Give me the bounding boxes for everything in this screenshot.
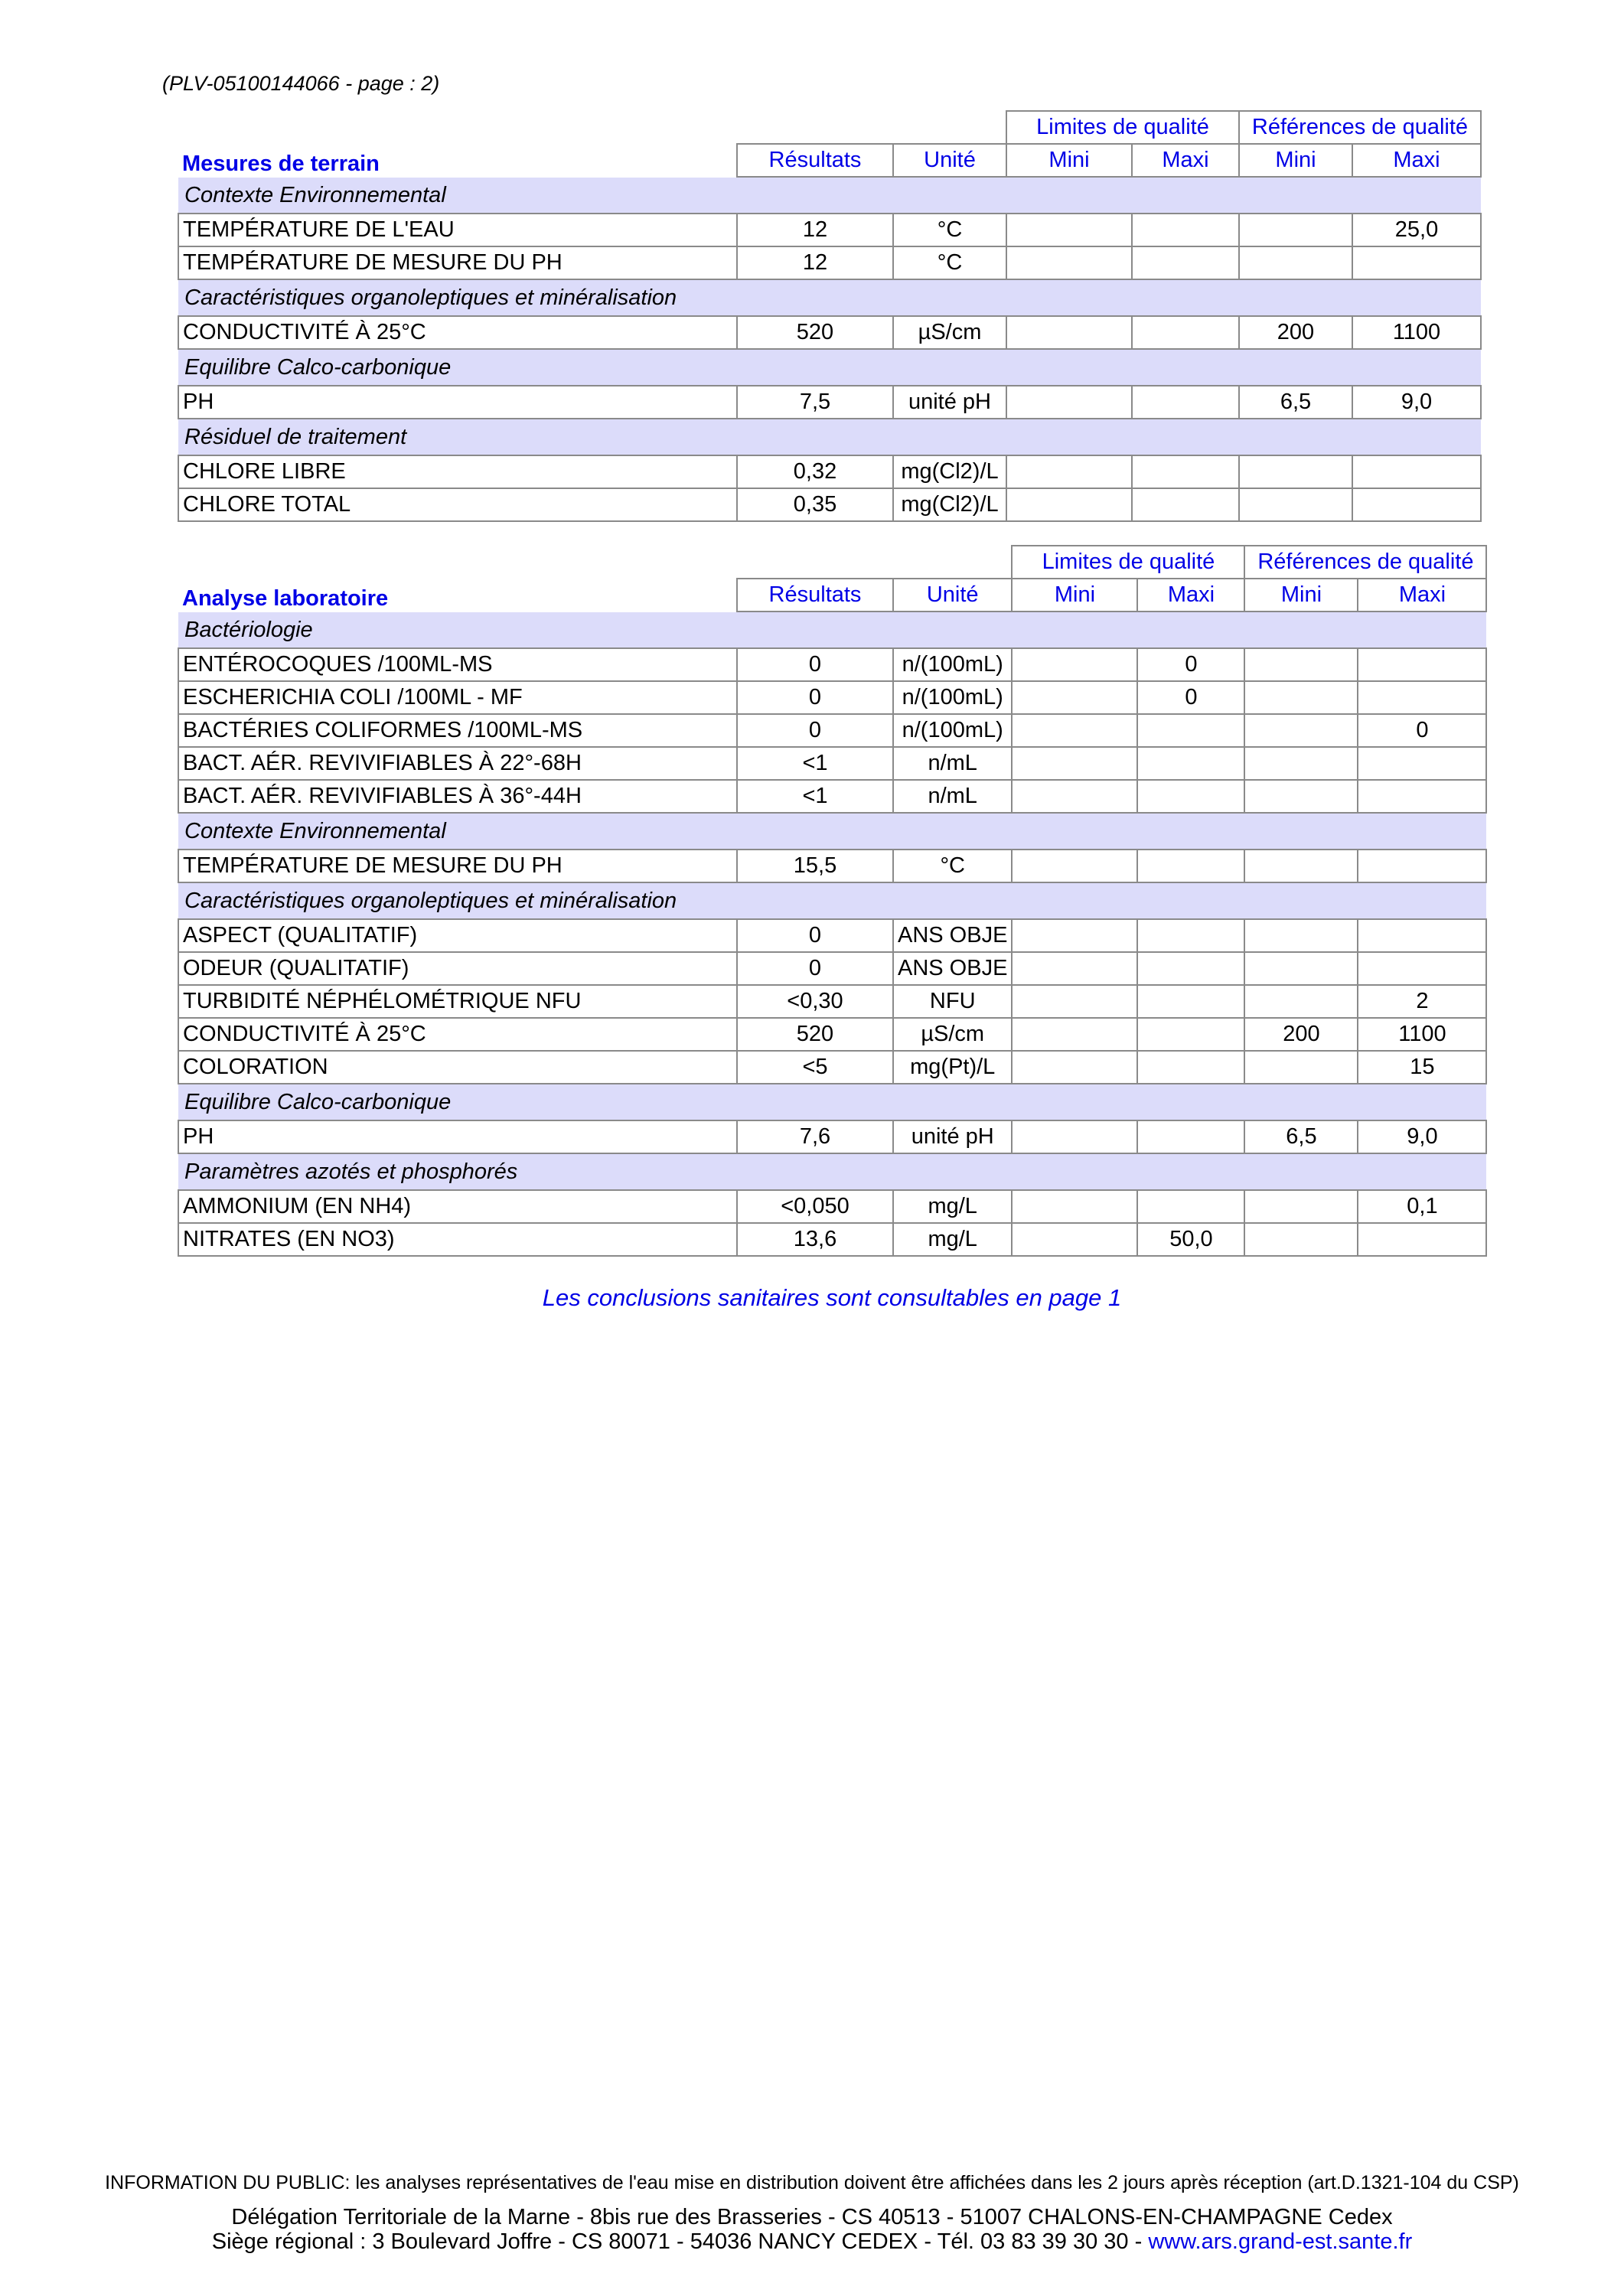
cell-results: 15,5 (737, 850, 893, 882)
cell-ref-mini (1244, 952, 1358, 985)
limits-quality-header: Limites de qualité (1012, 546, 1244, 579)
cell-limit-maxi (1137, 747, 1244, 780)
table-row (178, 1018, 1486, 1051)
cell-limit-maxi (1132, 386, 1239, 419)
table-row (178, 780, 1486, 813)
cell-results: <5 (737, 1051, 893, 1084)
cell-ref-mini (1239, 488, 1352, 521)
cell-unit: µS/cm (893, 1018, 1012, 1051)
cell-unit: n/(100mL) (893, 714, 1012, 747)
cell-limit-mini (1006, 386, 1132, 419)
cell-limit-maxi: 0 (1137, 648, 1244, 681)
cell-limit-mini (1006, 455, 1132, 488)
cell-unit: µS/cm (893, 316, 1006, 349)
category-row (178, 813, 1486, 850)
category-row (178, 419, 1481, 455)
parameter-name: CHLORE LIBRE (178, 455, 737, 488)
parameter-name: ASPECT (QUALITATIF) (178, 919, 737, 952)
table-row (178, 985, 1486, 1018)
cell-limit-maxi (1137, 714, 1244, 747)
cell-results: 0 (737, 952, 893, 985)
category-label: Caractéristiques organoleptiques et minéralisation (178, 279, 1481, 316)
cell-ref-maxi: 9,0 (1352, 386, 1481, 419)
cell-results: 12 (737, 246, 893, 279)
cell-limit-mini (1012, 850, 1137, 882)
cell-ref-maxi: 15 (1358, 1051, 1486, 1084)
cell-ref-mini (1244, 714, 1358, 747)
cell-ref-maxi (1358, 648, 1486, 681)
page-reference: (PLV-05100144066 - page : 2) (162, 72, 440, 95)
header-spacer (178, 546, 1012, 579)
parameter-name: PH (178, 386, 737, 419)
parameter-name: CONDUCTIVITÉ À 25°C (178, 316, 737, 349)
cell-limit-maxi (1137, 780, 1244, 813)
cell-ref-mini (1244, 919, 1358, 952)
column-header-limit-mini: Mini (1012, 579, 1137, 612)
cell-limit-maxi: 50,0 (1137, 1223, 1244, 1256)
cell-ref-maxi (1358, 681, 1486, 714)
table-row (178, 386, 1481, 419)
cell-limit-maxi (1137, 1018, 1244, 1051)
cell-ref-mini (1244, 780, 1358, 813)
category-row (178, 1153, 1486, 1190)
cell-unit: n/mL (893, 747, 1012, 780)
cell-results: 13,6 (737, 1223, 893, 1256)
column-group-header-row (178, 111, 1481, 144)
column-header-limit-mini: Mini (1006, 144, 1132, 177)
cell-limit-maxi: 0 (1137, 681, 1244, 714)
cell-limit-maxi (1132, 316, 1239, 349)
cell-results: <0,050 (737, 1190, 893, 1223)
cell-limit-maxi (1132, 455, 1239, 488)
cell-ref-mini (1239, 214, 1352, 246)
cell-limit-mini (1012, 1190, 1137, 1223)
table-row (178, 714, 1486, 747)
column-header-ref-maxi: Maxi (1358, 579, 1486, 612)
cell-unit: unité pH (893, 1120, 1012, 1153)
table-row (178, 214, 1481, 246)
cell-ref-maxi (1352, 488, 1481, 521)
cell-limit-mini (1012, 714, 1137, 747)
cell-ref-mini (1244, 1223, 1358, 1256)
cell-unit: NFU (893, 985, 1012, 1018)
column-header-ref-maxi: Maxi (1352, 144, 1481, 177)
category-label: Caractéristiques organoleptiques et minéralisation (178, 882, 1486, 919)
cell-results: 0 (737, 919, 893, 952)
column-header-row (178, 144, 1481, 177)
cell-ref-maxi: 0,1 (1358, 1190, 1486, 1223)
cell-ref-maxi: 1100 (1352, 316, 1481, 349)
cell-ref-mini (1244, 985, 1358, 1018)
table-row (178, 648, 1486, 681)
cell-unit: mg(Pt)/L (893, 1051, 1012, 1084)
cell-results: 0,35 (737, 488, 893, 521)
cell-unit: n/(100mL) (893, 681, 1012, 714)
column-header-ref-mini: Mini (1244, 579, 1358, 612)
cell-results: 520 (737, 316, 893, 349)
headquarters-address-text: Siège régional : 3 Boulevard Joffre - CS 80071 - 54036 NANCY CEDEX - Tél. 03 83 39 30 30 - (211, 2229, 1149, 2254)
website-link[interactable]: www.ars.grand-est.sante.fr (1148, 2229, 1413, 2254)
parameter-name: BACT. AÉR. REVIVIFIABLES À 22°-68H (178, 747, 737, 780)
table-row (178, 455, 1481, 488)
cell-ref-mini (1244, 681, 1358, 714)
cell-limit-mini (1012, 1120, 1137, 1153)
cell-limit-mini (1012, 952, 1137, 985)
cell-results: <1 (737, 747, 893, 780)
cell-unit: n/mL (893, 780, 1012, 813)
parameter-name: BACT. AÉR. REVIVIFIABLES À 36°-44H (178, 780, 737, 813)
category-label: Equilibre Calco-carbonique (178, 1084, 1486, 1120)
column-header-results: Résultats (737, 579, 893, 612)
cell-ref-maxi (1358, 1223, 1486, 1256)
table-row (178, 850, 1486, 882)
table-row (178, 1051, 1486, 1084)
column-header-results: Résultats (737, 144, 893, 177)
headquarters-address (0, 2229, 1624, 2255)
category-label: Paramètres azotés et phosphorés (178, 1153, 1486, 1190)
cell-limit-maxi (1137, 1190, 1244, 1223)
cell-unit: °C (893, 850, 1012, 882)
public-information-notice: INFORMATION DU PUBLIC: les analyses représentatives de l'eau mise en distribution doivent être affichées dans les 2 jours après réception (art.D.1321-104 du CSP) (105, 2172, 1519, 2193)
cell-ref-mini: 6,5 (1244, 1120, 1358, 1153)
column-header-unit: Unité (893, 579, 1012, 612)
cell-ref-mini: 200 (1239, 316, 1352, 349)
cell-ref-mini: 6,5 (1239, 386, 1352, 419)
parameter-name: TURBIDITÉ NÉPHÉLOMÉTRIQUE NFU (178, 985, 737, 1018)
cell-results: 7,6 (737, 1120, 893, 1153)
cell-ref-maxi: 0 (1358, 714, 1486, 747)
cell-limit-mini (1012, 1223, 1137, 1256)
cell-unit: ANS OBJE (893, 952, 1012, 985)
references-quality-header: Références de qualité (1239, 111, 1481, 144)
parameter-name: CONDUCTIVITÉ À 25°C (178, 1018, 737, 1051)
column-header-limit-maxi: Maxi (1137, 579, 1244, 612)
cell-limit-mini (1006, 488, 1132, 521)
cell-unit: °C (893, 246, 1006, 279)
column-header-limit-maxi: Maxi (1132, 144, 1239, 177)
category-label: Résiduel de traitement (178, 419, 1481, 455)
cell-limit-mini (1006, 214, 1132, 246)
cell-ref-maxi (1358, 747, 1486, 780)
cell-unit: °C (893, 214, 1006, 246)
column-group-header-row (178, 546, 1486, 579)
cell-limit-maxi (1137, 1120, 1244, 1153)
cell-ref-maxi: 25,0 (1352, 214, 1481, 246)
cell-ref-maxi: 2 (1358, 985, 1486, 1018)
parameter-name: ENTÉROCOQUES /100ML-MS (178, 648, 737, 681)
table-row (178, 246, 1481, 279)
category-row (178, 349, 1481, 386)
cell-limit-mini (1012, 985, 1137, 1018)
category-row (178, 279, 1481, 316)
category-label: Contexte Environnemental (178, 177, 1481, 214)
section-title: Analyse laboratoire (182, 586, 389, 611)
cell-ref-maxi: 1100 (1358, 1018, 1486, 1051)
parameter-name: TEMPÉRATURE DE MESURE DU PH (178, 246, 737, 279)
cell-limit-mini (1006, 246, 1132, 279)
cell-ref-maxi (1352, 455, 1481, 488)
parameter-name: NITRATES (EN NO3) (178, 1223, 737, 1256)
cell-limit-maxi (1132, 488, 1239, 521)
cell-results: 0,32 (737, 455, 893, 488)
cell-ref-mini (1244, 850, 1358, 882)
cell-ref-maxi (1358, 780, 1486, 813)
cell-results: 0 (737, 714, 893, 747)
cell-unit: mg/L (893, 1223, 1012, 1256)
parameter-name: ESCHERICHIA COLI /100ML - MF (178, 681, 737, 714)
parameter-name: COLORATION (178, 1051, 737, 1084)
cell-limit-maxi (1137, 952, 1244, 985)
cell-ref-mini (1244, 747, 1358, 780)
table-row (178, 1120, 1486, 1153)
table-row (178, 1190, 1486, 1223)
lab-analysis-table (178, 545, 1487, 1257)
sanitary-conclusion-note: Les conclusions sanitaires sont consultables en page 1 (542, 1284, 1122, 1311)
cell-ref-mini (1244, 1051, 1358, 1084)
cell-limit-mini (1006, 316, 1132, 349)
cell-results: 12 (737, 214, 893, 246)
table-row (178, 747, 1486, 780)
column-header-ref-mini: Mini (1239, 144, 1352, 177)
parameter-name: TEMPÉRATURE DE MESURE DU PH (178, 850, 737, 882)
cell-results: <1 (737, 780, 893, 813)
table-row (178, 952, 1486, 985)
cell-results: 0 (737, 681, 893, 714)
cell-unit: mg/L (893, 1190, 1012, 1223)
cell-results: 520 (737, 1018, 893, 1051)
header-spacer (178, 111, 1006, 144)
table-row (178, 681, 1486, 714)
cell-limit-mini (1012, 747, 1137, 780)
parameter-name: TEMPÉRATURE DE L'EAU (178, 214, 737, 246)
cell-limit-maxi (1132, 246, 1239, 279)
category-row (178, 882, 1486, 919)
section-title: Mesures de terrain (182, 152, 380, 176)
cell-ref-maxi (1358, 850, 1486, 882)
parameter-name: BACTÉRIES COLIFORMES /100ML-MS (178, 714, 737, 747)
field-measures-table (178, 110, 1482, 522)
table-row (178, 316, 1481, 349)
cell-limit-maxi (1137, 919, 1244, 952)
cell-limit-maxi (1137, 850, 1244, 882)
parameter-name: AMMONIUM (EN NH4) (178, 1190, 737, 1223)
cell-ref-maxi (1358, 952, 1486, 985)
cell-results: 0 (737, 648, 893, 681)
cell-unit: mg(Cl2)/L (893, 488, 1006, 521)
column-header-unit: Unité (893, 144, 1006, 177)
cell-unit: n/(100mL) (893, 648, 1012, 681)
parameter-name: ODEUR (QUALITATIF) (178, 952, 737, 985)
cell-ref-mini (1239, 246, 1352, 279)
table-row (178, 488, 1481, 521)
cell-limit-mini (1012, 1018, 1137, 1051)
cell-ref-mini (1239, 455, 1352, 488)
category-label: Bactériologie (178, 612, 1486, 648)
cell-limit-mini (1012, 780, 1137, 813)
cell-limit-mini (1012, 1051, 1137, 1084)
category-label: Equilibre Calco-carbonique (178, 349, 1481, 386)
delegation-address: Délégation Territoriale de la Marne - 8bis rue des Brasseries - CS 40513 - 51007 CHALONS-EN-CHAMPAGNE Cedex (231, 2205, 1393, 2229)
column-header-row (178, 579, 1486, 612)
cell-limit-mini (1012, 648, 1137, 681)
cell-unit: ANS OBJE (893, 919, 1012, 952)
cell-limit-maxi (1137, 1051, 1244, 1084)
cell-ref-maxi (1352, 246, 1481, 279)
cell-ref-maxi: 9,0 (1358, 1120, 1486, 1153)
references-quality-header: Références de qualité (1244, 546, 1486, 579)
category-row (178, 177, 1481, 214)
cell-ref-maxi (1358, 919, 1486, 952)
cell-ref-mini (1244, 648, 1358, 681)
cell-limit-mini (1012, 681, 1137, 714)
cell-ref-mini (1244, 1190, 1358, 1223)
category-label: Contexte Environnemental (178, 813, 1486, 850)
table-row (178, 1223, 1486, 1256)
cell-limit-maxi (1132, 214, 1239, 246)
limits-quality-header: Limites de qualité (1006, 111, 1239, 144)
category-row (178, 612, 1486, 648)
cell-unit: mg(Cl2)/L (893, 455, 1006, 488)
table-row (178, 919, 1486, 952)
parameter-name: CHLORE TOTAL (178, 488, 737, 521)
category-row (178, 1084, 1486, 1120)
cell-limit-maxi (1137, 985, 1244, 1018)
cell-ref-mini: 200 (1244, 1018, 1358, 1051)
cell-unit: unité pH (893, 386, 1006, 419)
cell-results: <0,30 (737, 985, 893, 1018)
parameter-name: PH (178, 1120, 737, 1153)
cell-results: 7,5 (737, 386, 893, 419)
cell-limit-mini (1012, 919, 1137, 952)
